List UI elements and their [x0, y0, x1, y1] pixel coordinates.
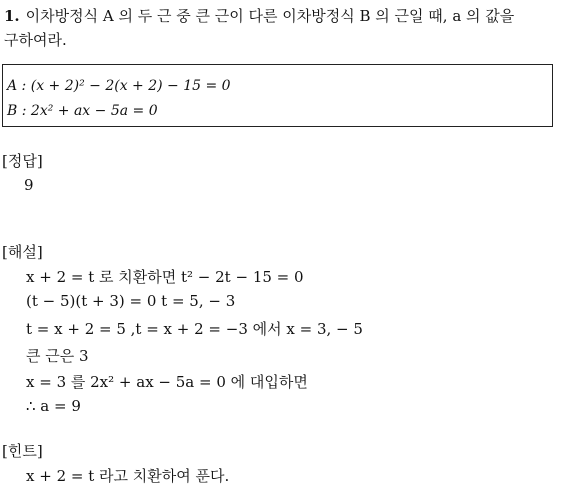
condition-a: A : (x + 2)² − 2(x + 2) − 15 = 0: [7, 78, 231, 94]
explanation-line: x = 3 를 2x² + ax − 5a = 0 에 대입하면: [26, 373, 308, 391]
condition-b: B : 2x² + ax − 5a = 0: [7, 103, 158, 119]
question-text-1: 이차방정식 A 의 두 근 중 큰 근이 다른 이차방정식 B 의 근일 때, a 의 값을: [25, 7, 515, 25]
answer-header: [정답]: [2, 152, 43, 170]
explanation-line: ∴ a = 9: [26, 397, 81, 415]
explanation-line: x + 2 = t 로 치환하면 t² − 2t − 15 = 0: [26, 268, 304, 286]
explanation-line: t = x + 2 = 5 ,t = x + 2 = −3 에서 x = 3, − 5: [26, 320, 363, 338]
hint-text: x + 2 = t 라고 치환하여 푼다.: [26, 467, 230, 485]
question-line-1: [4, 5, 514, 26]
question-number: 1.: [4, 7, 20, 25]
answer-value: 9: [24, 176, 34, 194]
hint-header: [힌트]: [2, 442, 43, 460]
condition-box: [2, 64, 553, 127]
explanation-line: (t − 5)(t + 3) = 0 t = 5, − 3: [26, 292, 236, 310]
question-line-2: 구하여라.: [4, 31, 67, 49]
explanation-header: [해설]: [2, 243, 43, 261]
explanation-line: 큰 근은 3: [26, 347, 89, 365]
